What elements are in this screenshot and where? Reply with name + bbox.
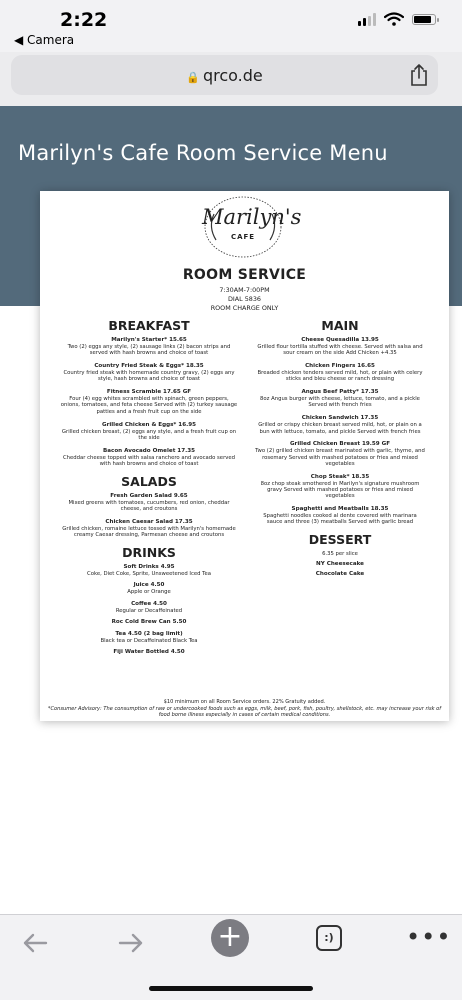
menu-item-name: Chicken Fingers 16.65 (305, 363, 375, 370)
menu-item-name: Coffee 4.50 (131, 600, 167, 607)
dessert-list (255, 561, 425, 578)
salads-heading: SALADS (121, 473, 177, 489)
menu-item (60, 363, 238, 383)
menu-item (60, 601, 238, 614)
back-arrow-icon[interactable] (18, 928, 52, 962)
hours-text: 7:30AM-7:00PM (219, 286, 270, 294)
menu-item-name: Grilled Chicken Breast 19.59 GF (289, 441, 391, 448)
battery-icon (412, 14, 436, 25)
dial-text: DIAL 5836 (227, 295, 262, 303)
menu-item-name: Cheese Quesadilla 13.95 (301, 337, 379, 343)
menu-item (60, 649, 238, 656)
menu-item-description: Spaghetti noodles cooked al dente covered with marinara sauce and three (3) meatballs Served with garlic bread (263, 513, 417, 526)
menu-image[interactable] (40, 191, 449, 721)
dessert-item: Chocolate Cake (315, 570, 365, 577)
menu-item-name: Marilyn's Starter* 15.65 (111, 337, 187, 343)
menu-item-description: Breaded chicken tenders served mild, hot, or plain with celery sticks and bleu cheese or ranch dressing (257, 370, 423, 383)
main-heading: MAIN (321, 318, 359, 333)
url-text: qrco.de (202, 66, 263, 85)
main-list (255, 337, 425, 526)
menu-item-description: Grilled chicken breast, (2) eggs any style, and a fresh fruit cup on the side (61, 428, 237, 441)
more-options-button[interactable]: ••• (406, 923, 452, 951)
menu-item (255, 337, 425, 357)
status-icons (358, 12, 436, 26)
drinks-heading: DRINKS (122, 544, 176, 560)
menu-item-name: Roc Cold Brew Can 5.50 (111, 618, 187, 625)
menu-item-description: Four (4) egg whites scrambled with spinach, green peppers, onions, tomatoes, and feta cheese Served with (2) turkey sausage patties and a fresh fruit cup on the side (60, 396, 238, 415)
menu-item-description: 8oz chop steak smothered in Marilyn's signature mushroom gravy Served with mashed potatoes or fries and mixed vegetables (260, 480, 420, 500)
menu-item-name: Spaghetti and Meatballs 18.35 (291, 506, 389, 513)
menu-item (255, 415, 425, 435)
menu-item (60, 389, 238, 415)
menu-item-description: Country fried steak with homemade country gravy, (2) eggs any style, hash browns and choice of toast (63, 370, 235, 383)
menu-item (255, 389, 425, 409)
menu-item-name: Fitness Scramble 17.65 GF (106, 389, 192, 396)
dessert-item: NY Cheesecake (316, 560, 364, 567)
menu-item (60, 519, 238, 539)
cafe-logo (202, 194, 302, 260)
menu-item (60, 631, 238, 644)
menu-item (60, 582, 238, 595)
menu-item-name: Angus Beef Patty* 17.35 (301, 389, 379, 396)
menu-item-name: Fresh Garden Salad 9.65 (110, 492, 188, 499)
back-to-camera-link[interactable]: ◀ Camera (14, 33, 75, 47)
menu-item (60, 619, 238, 626)
menu-item-description: Mixed greens with tomatoes, cucumbers, red onion, cheddar cheese, and croutons (68, 499, 230, 513)
menu-item (255, 363, 425, 383)
status-bar (0, 0, 462, 52)
menu-item-description: 8oz Angus burger with cheese, lettuce, tomato, and a pickle Served with french fries (260, 396, 420, 409)
drinks-list (60, 564, 238, 656)
menu-item-name: Chop Steak* 18.35 (310, 473, 370, 480)
menu-item-description: Grilled flour tortilla stuffed with cheese. Served with salsa and sour cream on the side Add Chicken +4.35 (257, 344, 423, 357)
menu-item (255, 506, 425, 526)
dessert-price-note: 6.35 per slice (322, 551, 358, 558)
menu-item-description: Apple or Orange (127, 589, 171, 596)
menu-item (255, 474, 425, 500)
menu-item-description: Regular or Decaffeinated (115, 607, 183, 614)
breakfast-list (60, 337, 238, 467)
breakfast-heading: BREAKFAST (108, 318, 190, 333)
consumer-advisory: *Consumer Advisory: The consumption of raw or undercooked foods such as eggs, milk, beef, pork, fish, poultry, shellstock, etc. may increase your risk of food borne illness especially in cases of certain medical conditions. (47, 706, 442, 719)
logo-cafe-text: CAFE (230, 233, 256, 241)
dessert-heading: DESSERT (308, 532, 372, 548)
new-tab-button[interactable]: + (211, 919, 249, 957)
menu-item (60, 448, 238, 468)
menu-item-name: Fiji Water Bottled 4.50 (113, 649, 185, 656)
menu-item-name: Juice 4.50 (133, 582, 165, 589)
menu-item-name: Bacon Avocado Omelet 17.35 (102, 447, 196, 454)
tabs-button[interactable]: :) (316, 925, 342, 951)
logo-script-text: Marilyn's (202, 205, 302, 229)
menu-item-description: Grilled or crispy chicken breast served mild, hot, or plain on a bun with lettuce, tomato, and pickle Served with french fries (258, 422, 422, 435)
menu-item-name: Chicken Caesar Salad 17.35 (105, 518, 193, 525)
address-bar[interactable] (11, 55, 438, 95)
wifi-icon (384, 12, 404, 26)
menu-item-name: Grilled Chicken & Eggs* 16.95 (101, 421, 196, 428)
menu-item-description: Two (2) grilled chicken breast marinated with garlic, thyme, and rosemary Served with mashed potatoes or fries and mixed vegetables (255, 448, 425, 467)
menu-item (255, 441, 425, 467)
page-title: Marilyn's Cafe Room Service Menu (18, 141, 388, 165)
forward-arrow-icon[interactable] (114, 928, 148, 962)
menu-item (60, 422, 238, 442)
minimum-order-note: $10 minimum on all Room Service orders. 22% Gratuity added. (163, 699, 326, 705)
menu-item-name: Chicken Sandwich 17.35 (301, 415, 379, 422)
menu-item-description: Cheddar cheese topped with salsa ranchero and avocado served with hash browns and choice of toast (62, 454, 236, 467)
menu-item-name: Tea 4.50 (2 bag limit) (115, 630, 183, 637)
menu-item-description: Two (2) eggs any style, (2) sausage links (2) bacon strips and served with hash browns and choice of toast (67, 344, 231, 357)
clock: 2:22 (60, 9, 108, 31)
menu-item (60, 564, 238, 577)
menu-item (60, 337, 238, 357)
lock-icon: 🔒 (186, 71, 200, 84)
menu-item-description: Coke, Diet Coke, Sprite, Unsweetened Iced Tea (87, 570, 211, 577)
menu-item-name: Soft Drinks 4.95 (123, 563, 175, 570)
salads-list (60, 493, 238, 539)
menu-left-column (60, 318, 238, 661)
menu-item (60, 493, 238, 513)
share-icon[interactable] (408, 63, 430, 87)
cellular-signal-icon (358, 13, 376, 26)
menu-item-description: Grilled chicken, romaine lettuce tossed with Marilyn's homemade creamy Caesar dressing, Parmesan cheese and croutons (62, 525, 236, 539)
menu-item-name: Country Fried Steak & Eggs* 18.35 (94, 363, 204, 370)
menu-item-description: Black tea or Decaffeinated Black Tea (100, 637, 198, 644)
room-service-title: ROOM SERVICE (182, 267, 307, 283)
menu-right-column (255, 318, 425, 581)
home-indicator (149, 986, 313, 991)
charge-text: ROOM CHARGE ONLY (210, 304, 279, 312)
